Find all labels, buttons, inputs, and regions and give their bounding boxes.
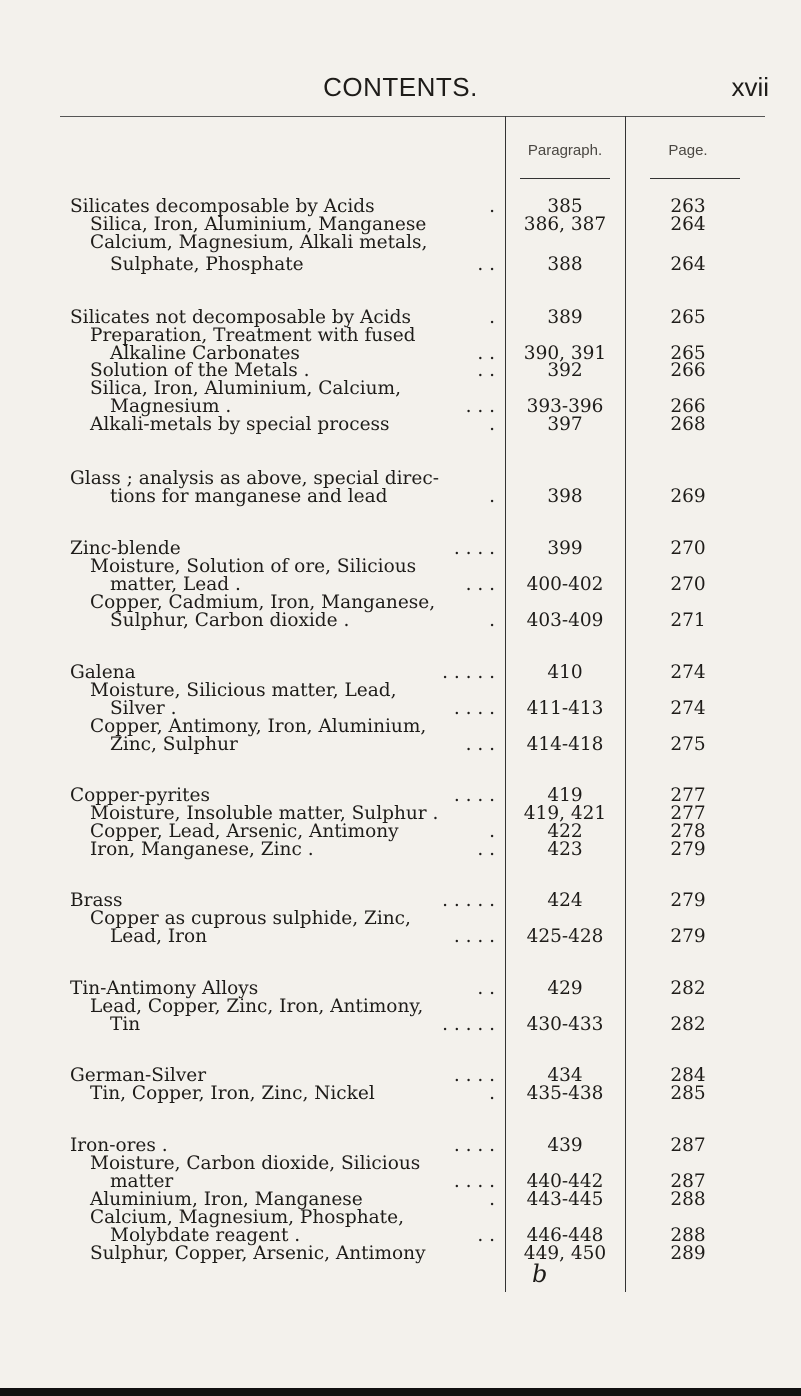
entry-label: Silicates decomposable by Acids [70,196,375,217]
entry-page-number: 287 [670,1171,706,1192]
contents-entry [0,1011,801,1039]
entry-paragraph-number: 398 [547,486,583,507]
entry-leader-dots: . . . . . [442,890,495,911]
entry-paragraph-number: 422 [547,821,583,842]
entry-leader-dots: . [489,486,495,507]
entry-label: Alkali-metals by special process [90,414,390,435]
entry-paragraph-number: 424 [547,890,583,911]
entry-label: Silica, Iron, Aluminium, Calcium, [90,378,401,399]
entry-label: Iron-ores . [70,1135,168,1156]
entry-page-number: 284 [670,1065,706,1086]
entry-leader-dots: . [489,821,495,842]
entry-page-number: 271 [670,610,706,631]
contents-entry [0,411,801,439]
entry-page-number: 269 [670,486,706,507]
entry-label: Sulphate, Phosphate [110,254,304,275]
entry-leader-dots: . . . . [453,926,495,947]
entry-label: Aluminium, Iron, Manganese [90,1189,363,1210]
entry-label: Silver . [110,698,177,719]
entry-page-number: 278 [670,821,706,842]
entry-leader-dots: . . [477,839,495,860]
entry-page-number: 287 [670,1135,706,1156]
entry-label: Moisture, Insoluble matter, Sulphur . [90,803,439,824]
entry-page-number: 288 [670,1189,706,1210]
entry-page-number: 263 [670,196,706,217]
entry-label: matter, Lead . [110,574,241,595]
contents-entry [0,731,801,759]
entry-label: Iron, Manganese, Zinc . [90,839,314,860]
entry-label: Copper, Lead, Arsenic, Antimony [90,821,399,842]
entry-paragraph-number: 425-428 [526,926,604,947]
entry-leader-dots: . . . . [453,538,495,559]
entry-label: Zinc, Sulphur [110,734,238,755]
contents-entry [0,836,801,864]
entry-label: Copper, Antimony, Iron, Aluminium, [90,716,427,737]
entry-paragraph-number: 443-445 [526,1189,604,1210]
entry-page-number: 277 [670,803,706,824]
entry-paragraph-number: 399 [547,538,583,559]
entry-label: Molybdate reagent . [110,1225,301,1246]
entry-label: Tin, Copper, Iron, Zinc, Nickel [90,1083,375,1104]
entry-leader-dots: . . . . [453,785,495,806]
entry-paragraph-number: 392 [547,360,583,381]
entry-label: Silica, Iron, Aluminium, Manganese [90,214,427,235]
entry-paragraph-number: 389 [547,307,583,328]
entry-leader-dots: . . . . . [442,662,495,683]
running-header-title: CONTENTS. [323,72,478,102]
entry-paragraph-number: 419, 421 [523,803,607,824]
entry-label: Lead, Copper, Zinc, Iron, Antimony, [90,996,424,1017]
entry-paragraph-number: 386, 387 [523,214,607,235]
entry-page-number: 285 [670,1083,706,1104]
entry-page-number: 266 [670,396,706,417]
entry-label: Copper as cuprous sulphide, Zinc, [90,908,411,929]
top-rule [60,116,765,117]
entry-leader-dots: . [489,414,495,435]
entry-label: Alkaline Carbonates [110,343,300,364]
entry-label: Preparation, Treatment with fused [90,325,416,346]
entry-paragraph-number: 414-418 [526,734,604,755]
entry-leader-dots: . . . . [453,1171,495,1192]
entry-leader-dots: . . . [465,574,495,595]
entry-label: Moisture, Solution of ore, Silicious [90,556,417,577]
entry-page-number: 266 [670,360,706,381]
entry-label: Tin-Antimony Alloys [70,978,259,999]
entry-label: Zinc-blende [70,538,181,559]
entry-label: Magnesium . [110,396,232,417]
entry-page-number: 289 [670,1243,706,1264]
entry-page-number: 268 [670,414,706,435]
entry-paragraph-number: 411-413 [526,698,604,719]
page-column-header: Page. [668,142,708,159]
entry-page-number: 270 [670,574,706,595]
entry-paragraph-number: 403-409 [526,610,604,631]
entry-paragraph-number: 430-433 [526,1014,604,1035]
entry-leader-dots: . [489,610,495,631]
contents-entry [0,607,801,635]
entry-label: Glass ; analysis as above, special direc- [70,468,439,489]
entry-leader-dots: . . [477,254,495,275]
entry-paragraph-number: 439 [547,1135,583,1156]
entry-leader-dots: . . [477,343,495,364]
entry-page-number: 279 [670,890,706,911]
entry-paragraph-number: 449, 450 [523,1243,607,1264]
paragraph-header-underline [520,178,610,179]
bottom-edge-bar [0,1388,801,1396]
entry-paragraph-number: 390, 391 [523,343,607,364]
entry-page-number: 288 [670,1225,706,1246]
contents-entry [0,251,801,279]
entry-leader-dots: . [489,1083,495,1104]
entry-page-number: 282 [670,1014,706,1035]
entry-label: Copper, Cadmium, Iron, Manganese, [90,592,436,613]
entry-paragraph-number: 400-402 [526,574,604,595]
entry-paragraph-number: 410 [547,662,583,683]
running-header-page-numeral: xvii [731,72,769,102]
entry-leader-dots: . . . [465,396,495,417]
entry-label: Moisture, Silicious matter, Lead, [90,680,397,701]
contents-entry [0,1080,801,1108]
entry-page-number: 279 [670,839,706,860]
entry-page-number: 265 [670,343,706,364]
entry-leader-dots: . . . . [453,698,495,719]
paragraph-column-header: Paragraph. [527,142,603,159]
entry-label: Solution of the Metals . [90,360,310,381]
contents-entry [0,483,801,511]
entry-page-number: 277 [670,785,706,806]
entry-page-number: 264 [670,254,706,275]
entry-label: Sulphur, Copper, Arsenic, Antimony [90,1243,426,1264]
contents-entry [0,1240,801,1268]
entry-leader-dots: . . . [465,734,495,755]
entry-leader-dots: . . [477,978,495,999]
entry-page-number: 265 [670,307,706,328]
entry-leader-dots: . [489,196,495,217]
entry-paragraph-number: 397 [547,414,583,435]
entry-paragraph-number: 385 [547,196,583,217]
entry-paragraph-number: 429 [547,978,583,999]
entry-page-number: 275 [670,734,706,755]
entry-page-number: 270 [670,538,706,559]
entry-page-number: 264 [670,214,706,235]
entry-label: Silicates not decomposable by Acids [70,307,412,328]
entry-leader-dots: . . [477,360,495,381]
entry-paragraph-number: 440-442 [526,1171,604,1192]
entry-leader-dots: . . . . . [442,1014,495,1035]
entry-label: Lead, Iron [110,926,208,947]
entry-page-number: 279 [670,926,706,947]
entry-label: matter [110,1171,174,1192]
entry-paragraph-number: 388 [547,254,583,275]
entry-label: Galena [70,662,136,683]
entry-label: German-Silver [70,1065,207,1086]
entry-paragraph-number: 423 [547,839,583,860]
entry-leader-dots: . [489,1189,495,1210]
entry-label: Copper-pyrites [70,785,210,806]
entry-label: tions for manganese and lead [110,486,388,507]
entry-leader-dots: . . . . [453,1135,495,1156]
entry-leader-dots: . . . . [453,1065,495,1086]
entry-paragraph-number: 446-448 [526,1225,604,1246]
entry-label: Sulphur, Carbon dioxide . [110,610,350,631]
entry-leader-dots: . [489,307,495,328]
entry-label: Tin [110,1014,141,1035]
entry-page-number: 282 [670,978,706,999]
contents-entry [0,923,801,951]
entry-paragraph-number: 419 [547,785,583,806]
entry-leader-dots: . . [477,1225,495,1246]
entry-paragraph-number: 435-438 [526,1083,604,1104]
entry-label: Calcium, Magnesium, Alkali metals, [90,232,428,253]
entry-page-number: 274 [670,662,706,683]
entry-paragraph-number: 434 [547,1065,583,1086]
entry-paragraph-number: 393-396 [526,396,604,417]
entry-label: Moisture, Carbon dioxide, Silicious [90,1153,421,1174]
entry-page-number: 274 [670,698,706,719]
entry-label: Calcium, Magnesium, Phosphate, [90,1207,404,1228]
page-header-underline [650,178,740,179]
entry-label: Brass [70,890,123,911]
signature-mark: b [532,1260,548,1288]
